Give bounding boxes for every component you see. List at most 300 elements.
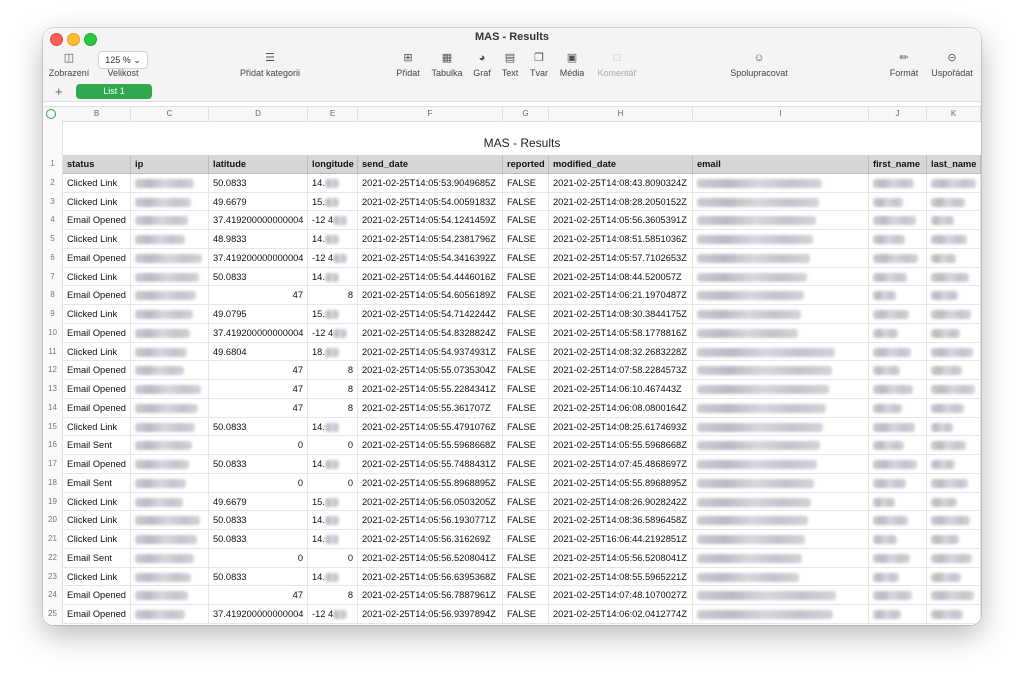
modified-date-cell[interactable]: 2021-02-25T14:06:02.0412774Z: [549, 605, 693, 624]
last-name-cell[interactable]: [927, 493, 981, 512]
table-row[interactable]: [43, 399, 981, 418]
send-date-cell[interactable]: 2021-02-25T14:05:54.1241459Z: [358, 211, 503, 230]
reported-cell[interactable]: FALSE: [503, 380, 549, 399]
reported-cell[interactable]: FALSE: [503, 436, 549, 455]
row-number[interactable]: 19: [48, 496, 57, 506]
longitude-cell[interactable]: 0: [308, 436, 358, 455]
shape-button[interactable]: ❐ Tvar: [527, 51, 551, 78]
last-name-cell[interactable]: [927, 361, 981, 380]
table-row[interactable]: [43, 586, 981, 605]
email-cell[interactable]: [693, 268, 869, 287]
modified-date-cell[interactable]: 2021-02-25T14:07:48.1070027Z: [549, 586, 693, 605]
modified-date-cell[interactable]: 2021-02-25T14:05:56.3605391Z: [549, 211, 693, 230]
row-number[interactable]: 7: [50, 271, 55, 281]
row-number[interactable]: 18: [48, 477, 57, 487]
column-letter[interactable]: F: [358, 107, 503, 121]
email-cell[interactable]: [693, 605, 869, 624]
comment-button[interactable]: □ Komentář: [595, 51, 639, 78]
send-date-cell[interactable]: 2021-02-25T14:05:54.3416392Z: [358, 249, 503, 268]
status-cell[interactable]: Email Opened: [63, 249, 131, 268]
row-number[interactable]: 25: [48, 609, 57, 618]
first-name-cell[interactable]: [869, 361, 927, 380]
collaborate-button[interactable]: ☺ Spolupracovat: [727, 51, 791, 78]
latitude-cell[interactable]: 37.419200000000004: [209, 249, 308, 268]
longitude-cell[interactable]: 15.: [308, 193, 358, 212]
row-number[interactable]: 21: [48, 534, 57, 543]
row-number[interactable]: 2: [50, 177, 55, 187]
table-row[interactable]: [43, 174, 981, 193]
first-name-cell[interactable]: [869, 399, 927, 418]
last-name-cell[interactable]: [927, 605, 981, 624]
ip-cell[interactable]: [131, 380, 209, 399]
latitude-cell[interactable]: 37.419200000000004: [209, 324, 308, 343]
send-date-cell[interactable]: 2021-02-25T14:05:56.316269Z: [358, 530, 503, 549]
reported-cell[interactable]: FALSE: [503, 549, 549, 568]
add-category-button[interactable]: ☰ Přidat kategorii: [239, 52, 301, 78]
row-number[interactable]: 9: [50, 309, 55, 318]
longitude-cell[interactable]: 8: [308, 399, 358, 418]
modified-date-cell[interactable]: 2021-02-25T14:08:36.5896458Z: [549, 511, 693, 530]
ip-cell[interactable]: [131, 568, 209, 587]
reported-cell[interactable]: FALSE: [503, 211, 549, 230]
table-row[interactable]: [43, 249, 981, 268]
reported-cell[interactable]: FALSE: [503, 511, 549, 530]
column-header-modified_date[interactable]: modified_date: [549, 155, 693, 174]
row-number[interactable]: 11: [48, 346, 57, 356]
last-name-cell[interactable]: [927, 418, 981, 437]
reported-cell[interactable]: FALSE: [503, 455, 549, 474]
table-row[interactable]: [43, 268, 981, 287]
row-number[interactable]: 5: [50, 234, 55, 243]
ip-cell[interactable]: [131, 361, 209, 380]
first-name-cell[interactable]: [869, 568, 927, 587]
longitude-cell[interactable]: 14.: [308, 268, 358, 287]
table-row[interactable]: [43, 436, 981, 455]
send-date-cell[interactable]: 2021-02-25T14:05:56.5208041Z: [358, 549, 503, 568]
email-cell[interactable]: [693, 193, 869, 212]
send-date-cell[interactable]: 2021-02-25T14:05:54.9374931Z: [358, 343, 503, 362]
first-name-cell[interactable]: [869, 343, 927, 362]
ip-cell[interactable]: [131, 211, 209, 230]
longitude-cell[interactable]: 14.: [308, 174, 358, 193]
status-cell[interactable]: Email Opened: [63, 380, 131, 399]
send-date-cell[interactable]: 2021-02-25T14:05:54.8328824Z: [358, 324, 503, 343]
last-name-cell[interactable]: [927, 530, 981, 549]
modified-date-cell[interactable]: 2021-02-25T14:08:28.2050152Z: [549, 193, 693, 212]
last-name-cell[interactable]: [927, 568, 981, 587]
ip-cell[interactable]: [131, 605, 209, 624]
first-name-cell[interactable]: [869, 474, 927, 493]
status-cell[interactable]: Email Opened: [63, 211, 131, 230]
first-name-cell[interactable]: [869, 530, 927, 549]
longitude-cell[interactable]: 14.: [308, 230, 358, 249]
status-cell[interactable]: Email Sent: [63, 436, 131, 455]
column-header-last_name[interactable]: last_name: [927, 155, 981, 174]
last-name-cell[interactable]: [927, 549, 981, 568]
table-row[interactable]: [43, 380, 981, 399]
modified-date-cell[interactable]: 2021-02-25T14:08:30.3844175Z: [549, 305, 693, 324]
first-name-cell[interactable]: [869, 605, 927, 624]
latitude-cell[interactable]: 48.9833: [209, 230, 308, 249]
reported-cell[interactable]: FALSE: [503, 399, 549, 418]
status-cell[interactable]: Clicked Link: [63, 305, 131, 324]
status-cell[interactable]: Clicked Link: [63, 418, 131, 437]
status-cell[interactable]: Clicked Link: [63, 493, 131, 512]
status-cell[interactable]: Email Opened: [63, 455, 131, 474]
email-cell[interactable]: [693, 474, 869, 493]
email-cell[interactable]: [693, 455, 869, 474]
ip-cell[interactable]: [131, 474, 209, 493]
longitude-cell[interactable]: 0: [308, 474, 358, 493]
ip-cell[interactable]: [131, 230, 209, 249]
reported-cell[interactable]: FALSE: [503, 286, 549, 305]
modified-date-cell[interactable]: 2021-02-25T14:05:55.5968668Z: [549, 436, 693, 455]
modified-date-cell[interactable]: 2021-02-25T14:08:25.6174693Z: [549, 418, 693, 437]
column-letter[interactable]: B: [63, 107, 131, 121]
latitude-cell[interactable]: 47: [209, 380, 308, 399]
table-row[interactable]: [43, 455, 981, 474]
longitude-cell[interactable]: -12 4: [308, 211, 358, 230]
zoom-control[interactable]: 125 % ⌄ Velikost: [98, 51, 148, 78]
row-number[interactable]: 10: [48, 327, 57, 337]
table-row[interactable]: [43, 286, 981, 305]
first-name-cell[interactable]: [869, 193, 927, 212]
modified-date-cell[interactable]: 2021-02-25T14:05:55.8968895Z: [549, 474, 693, 493]
table-button[interactable]: ▦ Tabulka: [429, 51, 465, 78]
send-date-cell[interactable]: 2021-02-25T14:05:56.7887961Z: [358, 586, 503, 605]
email-cell[interactable]: [693, 568, 869, 587]
modified-date-cell[interactable]: 2021-02-25T14:08:26.9028242Z: [549, 493, 693, 512]
latitude-cell[interactable]: 47: [209, 286, 308, 305]
ip-cell[interactable]: [131, 549, 209, 568]
send-date-cell[interactable]: 2021-02-25T14:05:54.4446016Z: [358, 268, 503, 287]
status-cell[interactable]: Email Opened: [63, 286, 131, 305]
status-cell[interactable]: Email Opened: [63, 361, 131, 380]
modified-date-cell[interactable]: 2021-02-25T14:08:51.5851036Z: [549, 230, 693, 249]
send-date-cell[interactable]: 2021-02-25T14:05:56.1930771Z: [358, 511, 503, 530]
reported-cell[interactable]: FALSE: [503, 324, 549, 343]
table-row[interactable]: [43, 211, 981, 230]
email-cell[interactable]: [693, 436, 869, 455]
email-cell[interactable]: [693, 174, 869, 193]
email-cell[interactable]: [693, 361, 869, 380]
zoom-select[interactable]: 125 % ⌄: [98, 51, 148, 69]
last-name-cell[interactable]: [927, 324, 981, 343]
send-date-cell[interactable]: 2021-02-25T14:05:53.9049685Z: [358, 174, 503, 193]
send-date-cell[interactable]: 2021-02-25T14:05:54.6056189Z: [358, 286, 503, 305]
first-name-cell[interactable]: [869, 249, 927, 268]
latitude-cell[interactable]: 50.0833: [209, 174, 308, 193]
column-letter[interactable]: J: [869, 107, 927, 121]
modified-date-cell[interactable]: 2021-02-25T14:05:58.1778816Z: [549, 324, 693, 343]
latitude-cell[interactable]: 49.6679: [209, 193, 308, 212]
column-header-status[interactable]: status: [63, 155, 131, 174]
latitude-cell[interactable]: 47: [209, 361, 308, 380]
column-header-longitude[interactable]: longitude: [308, 155, 358, 174]
column-letter[interactable]: C: [131, 107, 209, 121]
longitude-cell[interactable]: 15.: [308, 305, 358, 324]
row-number[interactable]: 3: [50, 196, 55, 206]
table-row[interactable]: [43, 511, 981, 530]
ip-cell[interactable]: [131, 586, 209, 605]
longitude-cell[interactable]: 0: [308, 549, 358, 568]
status-cell[interactable]: Clicked Link: [63, 511, 131, 530]
status-cell[interactable]: Email Opened: [63, 324, 131, 343]
longitude-cell[interactable]: 8: [308, 586, 358, 605]
first-name-cell[interactable]: [869, 286, 927, 305]
reported-cell[interactable]: FALSE: [503, 230, 549, 249]
email-cell[interactable]: [693, 211, 869, 230]
last-name-cell[interactable]: [927, 343, 981, 362]
column-header-latitude[interactable]: latitude: [209, 155, 308, 174]
longitude-cell[interactable]: 15.: [308, 493, 358, 512]
row-number[interactable]: 16: [48, 440, 57, 450]
modified-date-cell[interactable]: 2021-02-25T14:06:21.1970487Z: [549, 286, 693, 305]
email-cell[interactable]: [693, 530, 869, 549]
row-number[interactable]: 20: [48, 515, 57, 525]
last-name-cell[interactable]: [927, 286, 981, 305]
send-date-cell[interactable]: 2021-02-25T14:05:55.8968895Z: [358, 474, 503, 493]
reported-cell[interactable]: FALSE: [503, 586, 549, 605]
select-all-button[interactable]: [46, 109, 56, 119]
first-name-cell[interactable]: [869, 380, 927, 399]
email-cell[interactable]: [693, 230, 869, 249]
last-name-cell[interactable]: [927, 211, 981, 230]
table-row[interactable]: [43, 361, 981, 380]
table-row[interactable]: [43, 568, 981, 587]
row-number[interactable]: 14: [48, 402, 57, 412]
first-name-cell[interactable]: [869, 549, 927, 568]
last-name-cell[interactable]: [927, 193, 981, 212]
latitude-cell[interactable]: 49.6804: [209, 343, 308, 362]
column-letter[interactable]: G: [503, 107, 549, 121]
first-name-cell[interactable]: [869, 455, 927, 474]
table-row[interactable]: [43, 193, 981, 212]
ip-cell[interactable]: [131, 455, 209, 474]
send-date-cell[interactable]: 2021-02-25T14:05:56.9397894Z: [358, 605, 503, 624]
last-name-cell[interactable]: [927, 474, 981, 493]
row-number[interactable]: 12: [48, 365, 57, 375]
first-name-cell[interactable]: [869, 493, 927, 512]
last-name-cell[interactable]: [927, 380, 981, 399]
latitude-cell[interactable]: 37.419200000000004: [209, 605, 308, 624]
modified-date-cell[interactable]: 2021-02-25T14:06:08.0800164Z: [549, 399, 693, 418]
row-number[interactable]: 17: [48, 459, 57, 468]
email-cell[interactable]: [693, 511, 869, 530]
row-number[interactable]: 6: [50, 252, 55, 262]
send-date-cell[interactable]: 2021-02-25T14:05:55.0735304Z: [358, 361, 503, 380]
longitude-cell[interactable]: 8: [308, 380, 358, 399]
reported-cell[interactable]: FALSE: [503, 605, 549, 624]
longitude-cell[interactable]: 8: [308, 286, 358, 305]
status-cell[interactable]: Clicked Link: [63, 530, 131, 549]
column-letter[interactable]: H: [549, 107, 693, 121]
last-name-cell[interactable]: [927, 230, 981, 249]
email-cell[interactable]: [693, 305, 869, 324]
email-cell[interactable]: [693, 493, 869, 512]
reported-cell[interactable]: FALSE: [503, 361, 549, 380]
table-row[interactable]: [43, 605, 981, 624]
send-date-cell[interactable]: 2021-02-25T14:05:56.0503205Z: [358, 493, 503, 512]
last-name-cell[interactable]: [927, 511, 981, 530]
status-cell[interactable]: Email Sent: [63, 549, 131, 568]
last-name-cell[interactable]: [927, 455, 981, 474]
first-name-cell[interactable]: [869, 230, 927, 249]
status-cell[interactable]: Email Opened: [63, 605, 131, 624]
status-cell[interactable]: Clicked Link: [63, 230, 131, 249]
longitude-cell[interactable]: 14.: [308, 511, 358, 530]
longitude-cell[interactable]: 14.: [308, 530, 358, 549]
column-letter[interactable]: K: [927, 107, 981, 121]
reported-cell[interactable]: FALSE: [503, 249, 549, 268]
send-date-cell[interactable]: 2021-02-25T14:05:54.2381796Z: [358, 230, 503, 249]
last-name-cell[interactable]: [927, 436, 981, 455]
media-button[interactable]: ▣ Média: [557, 51, 587, 78]
row-number[interactable]: 15: [48, 421, 57, 431]
longitude-cell[interactable]: 18.: [308, 343, 358, 362]
latitude-cell[interactable]: 50.0833: [209, 268, 308, 287]
column-header-email[interactable]: email: [693, 155, 869, 174]
modified-date-cell[interactable]: 2021-02-25T14:05:56.5208041Z: [549, 549, 693, 568]
status-cell[interactable]: Email Opened: [63, 399, 131, 418]
status-cell[interactable]: Clicked Link: [63, 568, 131, 587]
modified-date-cell[interactable]: 2021-02-25T14:07:45.4868697Z: [549, 455, 693, 474]
longitude-cell[interactable]: 8: [308, 361, 358, 380]
status-cell[interactable]: Email Sent: [63, 474, 131, 493]
reported-cell[interactable]: FALSE: [503, 174, 549, 193]
last-name-cell[interactable]: [927, 305, 981, 324]
ip-cell[interactable]: [131, 249, 209, 268]
ip-cell[interactable]: [131, 193, 209, 212]
latitude-cell[interactable]: 0: [209, 549, 308, 568]
first-name-cell[interactable]: [869, 174, 927, 193]
latitude-cell[interactable]: 0: [209, 474, 308, 493]
add-sheet-button[interactable]: +: [55, 84, 63, 99]
column-letter[interactable]: E: [308, 107, 358, 121]
text-button[interactable]: ▤ Text: [499, 51, 521, 78]
column-letter[interactable]: D: [209, 107, 308, 121]
email-cell[interactable]: [693, 380, 869, 399]
longitude-cell[interactable]: 14.: [308, 418, 358, 437]
ip-cell[interactable]: [131, 305, 209, 324]
send-date-cell[interactable]: 2021-02-25T14:05:55.2284341Z: [358, 380, 503, 399]
email-cell[interactable]: [693, 399, 869, 418]
status-cell[interactable]: Clicked Link: [63, 268, 131, 287]
sheet-tab-list-1[interactable]: List 1: [76, 84, 152, 99]
ip-cell[interactable]: [131, 343, 209, 362]
longitude-cell[interactable]: 14.: [308, 568, 358, 587]
latitude-cell[interactable]: 49.6679: [209, 493, 308, 512]
chart-button[interactable]: ◕ Graf: [471, 51, 493, 78]
table-row[interactable]: [43, 305, 981, 324]
email-cell[interactable]: [693, 249, 869, 268]
ip-cell[interactable]: [131, 530, 209, 549]
send-date-cell[interactable]: 2021-02-25T14:05:54.7142244Z: [358, 305, 503, 324]
latitude-cell[interactable]: 50.0833: [209, 455, 308, 474]
latitude-cell[interactable]: 47: [209, 586, 308, 605]
send-date-cell[interactable]: 2021-02-25T14:05:56.6395368Z: [358, 568, 503, 587]
first-name-cell[interactable]: [869, 586, 927, 605]
status-cell[interactable]: Clicked Link: [63, 193, 131, 212]
modified-date-cell[interactable]: 2021-02-25T14:05:57.7102653Z: [549, 249, 693, 268]
first-name-cell[interactable]: [869, 268, 927, 287]
reported-cell[interactable]: FALSE: [503, 193, 549, 212]
table-row[interactable]: [43, 343, 981, 362]
table-row[interactable]: [43, 324, 981, 343]
ip-cell[interactable]: [131, 324, 209, 343]
modified-date-cell[interactable]: 2021-02-25T14:06:10.467443Z: [549, 380, 693, 399]
first-name-cell[interactable]: [869, 511, 927, 530]
last-name-cell[interactable]: [927, 268, 981, 287]
row-number[interactable]: 23: [48, 571, 57, 581]
view-button[interactable]: ◫ Zobrazení: [48, 52, 90, 78]
modified-date-cell[interactable]: 2021-02-25T14:08:32.2683228Z: [549, 343, 693, 362]
latitude-cell[interactable]: 50.0833: [209, 530, 308, 549]
table-row[interactable]: [43, 474, 981, 493]
send-date-cell[interactable]: 2021-02-25T14:05:55.5968668Z: [358, 436, 503, 455]
latitude-cell[interactable]: 49.0795: [209, 305, 308, 324]
table-row[interactable]: [43, 230, 981, 249]
modified-date-cell[interactable]: 2021-02-25T14:08:55.5965221Z: [549, 568, 693, 587]
latitude-cell[interactable]: 50.0833: [209, 511, 308, 530]
first-name-cell[interactable]: [869, 305, 927, 324]
reported-cell[interactable]: FALSE: [503, 418, 549, 437]
modified-date-cell[interactable]: 2021-02-25T14:08:44.520057Z: [549, 268, 693, 287]
status-cell[interactable]: Clicked Link: [63, 343, 131, 362]
first-name-cell[interactable]: [869, 324, 927, 343]
ip-cell[interactable]: [131, 399, 209, 418]
send-date-cell[interactable]: 2021-02-25T14:05:55.4791076Z: [358, 418, 503, 437]
row-number[interactable]: 4: [50, 215, 55, 225]
table-row[interactable]: [43, 549, 981, 568]
send-date-cell[interactable]: 2021-02-25T14:05:55.361707Z: [358, 399, 503, 418]
email-cell[interactable]: [693, 343, 869, 362]
table-row[interactable]: [43, 493, 981, 512]
latitude-cell[interactable]: 0: [209, 436, 308, 455]
last-name-cell[interactable]: [927, 174, 981, 193]
email-cell[interactable]: [693, 549, 869, 568]
email-cell[interactable]: [693, 324, 869, 343]
email-cell[interactable]: [693, 286, 869, 305]
ip-cell[interactable]: [131, 511, 209, 530]
reported-cell[interactable]: FALSE: [503, 568, 549, 587]
last-name-cell[interactable]: [927, 249, 981, 268]
row-number[interactable]: 13: [48, 384, 57, 393]
longitude-cell[interactable]: 14.: [308, 455, 358, 474]
row-number[interactable]: 22: [48, 552, 57, 562]
column-header-ip[interactable]: ip: [131, 155, 209, 174]
reported-cell[interactable]: FALSE: [503, 305, 549, 324]
organize-button[interactable]: ⊝ Uspořádat: [929, 51, 975, 78]
reported-cell[interactable]: FALSE: [503, 268, 549, 287]
table-row[interactable]: [43, 418, 981, 437]
table-row[interactable]: [43, 530, 981, 549]
add-button[interactable]: ⊞ Přidat: [393, 51, 423, 78]
longitude-cell[interactable]: -12 4: [308, 605, 358, 624]
column-letter[interactable]: I: [693, 107, 869, 121]
ip-cell[interactable]: [131, 493, 209, 512]
modified-date-cell[interactable]: 2021-02-25T14:07:58.2284573Z: [549, 361, 693, 380]
latitude-cell[interactable]: 50.0833: [209, 418, 308, 437]
send-date-cell[interactable]: 2021-02-25T14:05:54.0059183Z: [358, 193, 503, 212]
latitude-cell[interactable]: 50.0833: [209, 568, 308, 587]
ip-cell[interactable]: [131, 418, 209, 437]
ip-cell[interactable]: [131, 286, 209, 305]
last-name-cell[interactable]: [927, 399, 981, 418]
ip-cell[interactable]: [131, 436, 209, 455]
ip-cell[interactable]: [131, 268, 209, 287]
latitude-cell[interactable]: 37.419200000000004: [209, 211, 308, 230]
